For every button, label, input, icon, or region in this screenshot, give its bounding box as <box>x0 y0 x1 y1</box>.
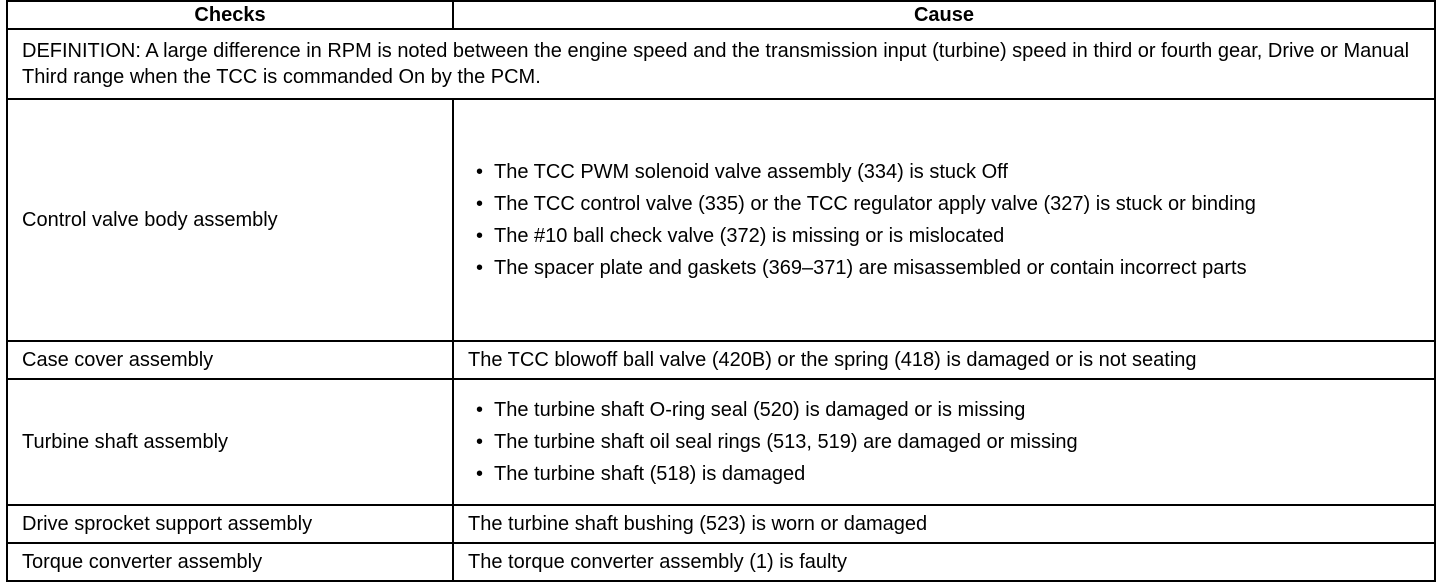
cause-cell <box>453 379 1435 505</box>
table-row <box>7 379 1435 505</box>
cause-cell: The TCC blowoff ball valve (420B) or the spring (418) is damaged or is not seating <box>453 341 1435 379</box>
cause-cell: The torque converter assembly (1) is faulty <box>453 543 1435 581</box>
table-row <box>7 341 1435 379</box>
check-cell: Turbine shaft assembly <box>7 379 453 505</box>
table-row <box>7 505 1435 543</box>
header-row <box>7 1 1435 29</box>
header-checks: Checks <box>7 1 453 29</box>
table-row <box>7 99 1435 341</box>
cause-item: • The TCC control valve (335) or the TCC regulator apply valve (327) is stuck or binding <box>468 191 1420 217</box>
diagnostic-table <box>6 0 1436 582</box>
cause-item: • The TCC PWM solenoid valve assembly (334) is stuck Off <box>468 159 1420 185</box>
cause-item: • The turbine shaft (518) is damaged <box>468 461 1420 487</box>
cause-item: • The #10 ball check valve (372) is missing or is mislocated <box>468 223 1420 249</box>
check-cell: Control valve body assembly <box>7 99 453 341</box>
header-cause: Cause <box>453 1 1435 29</box>
cause-item: • The turbine shaft O-ring seal (520) is damaged or is missing <box>468 397 1420 423</box>
check-cell: Drive sprocket support assembly <box>7 505 453 543</box>
check-cell: Case cover assembly <box>7 341 453 379</box>
cause-cell: The turbine shaft bushing (523) is worn or damaged <box>453 505 1435 543</box>
cause-item: • The turbine shaft oil seal rings (513, 519) are damaged or missing <box>468 429 1420 455</box>
check-cell: Torque converter assembly <box>7 543 453 581</box>
table-row <box>7 543 1435 581</box>
cause-list <box>468 159 1420 281</box>
cause-cell <box>453 99 1435 341</box>
definition-text: DEFINITION: A large difference in RPM is noted between the engine speed and the transmission input (turbine) speed in third or fourth gear, Drive or Manual Third range when the TCC is commanded On by the PCM. <box>7 29 1435 99</box>
cause-item: • The spacer plate and gaskets (369–371) are misassembled or contain incorrect parts <box>468 255 1420 281</box>
cause-list <box>468 397 1420 487</box>
definition-row <box>7 29 1435 99</box>
